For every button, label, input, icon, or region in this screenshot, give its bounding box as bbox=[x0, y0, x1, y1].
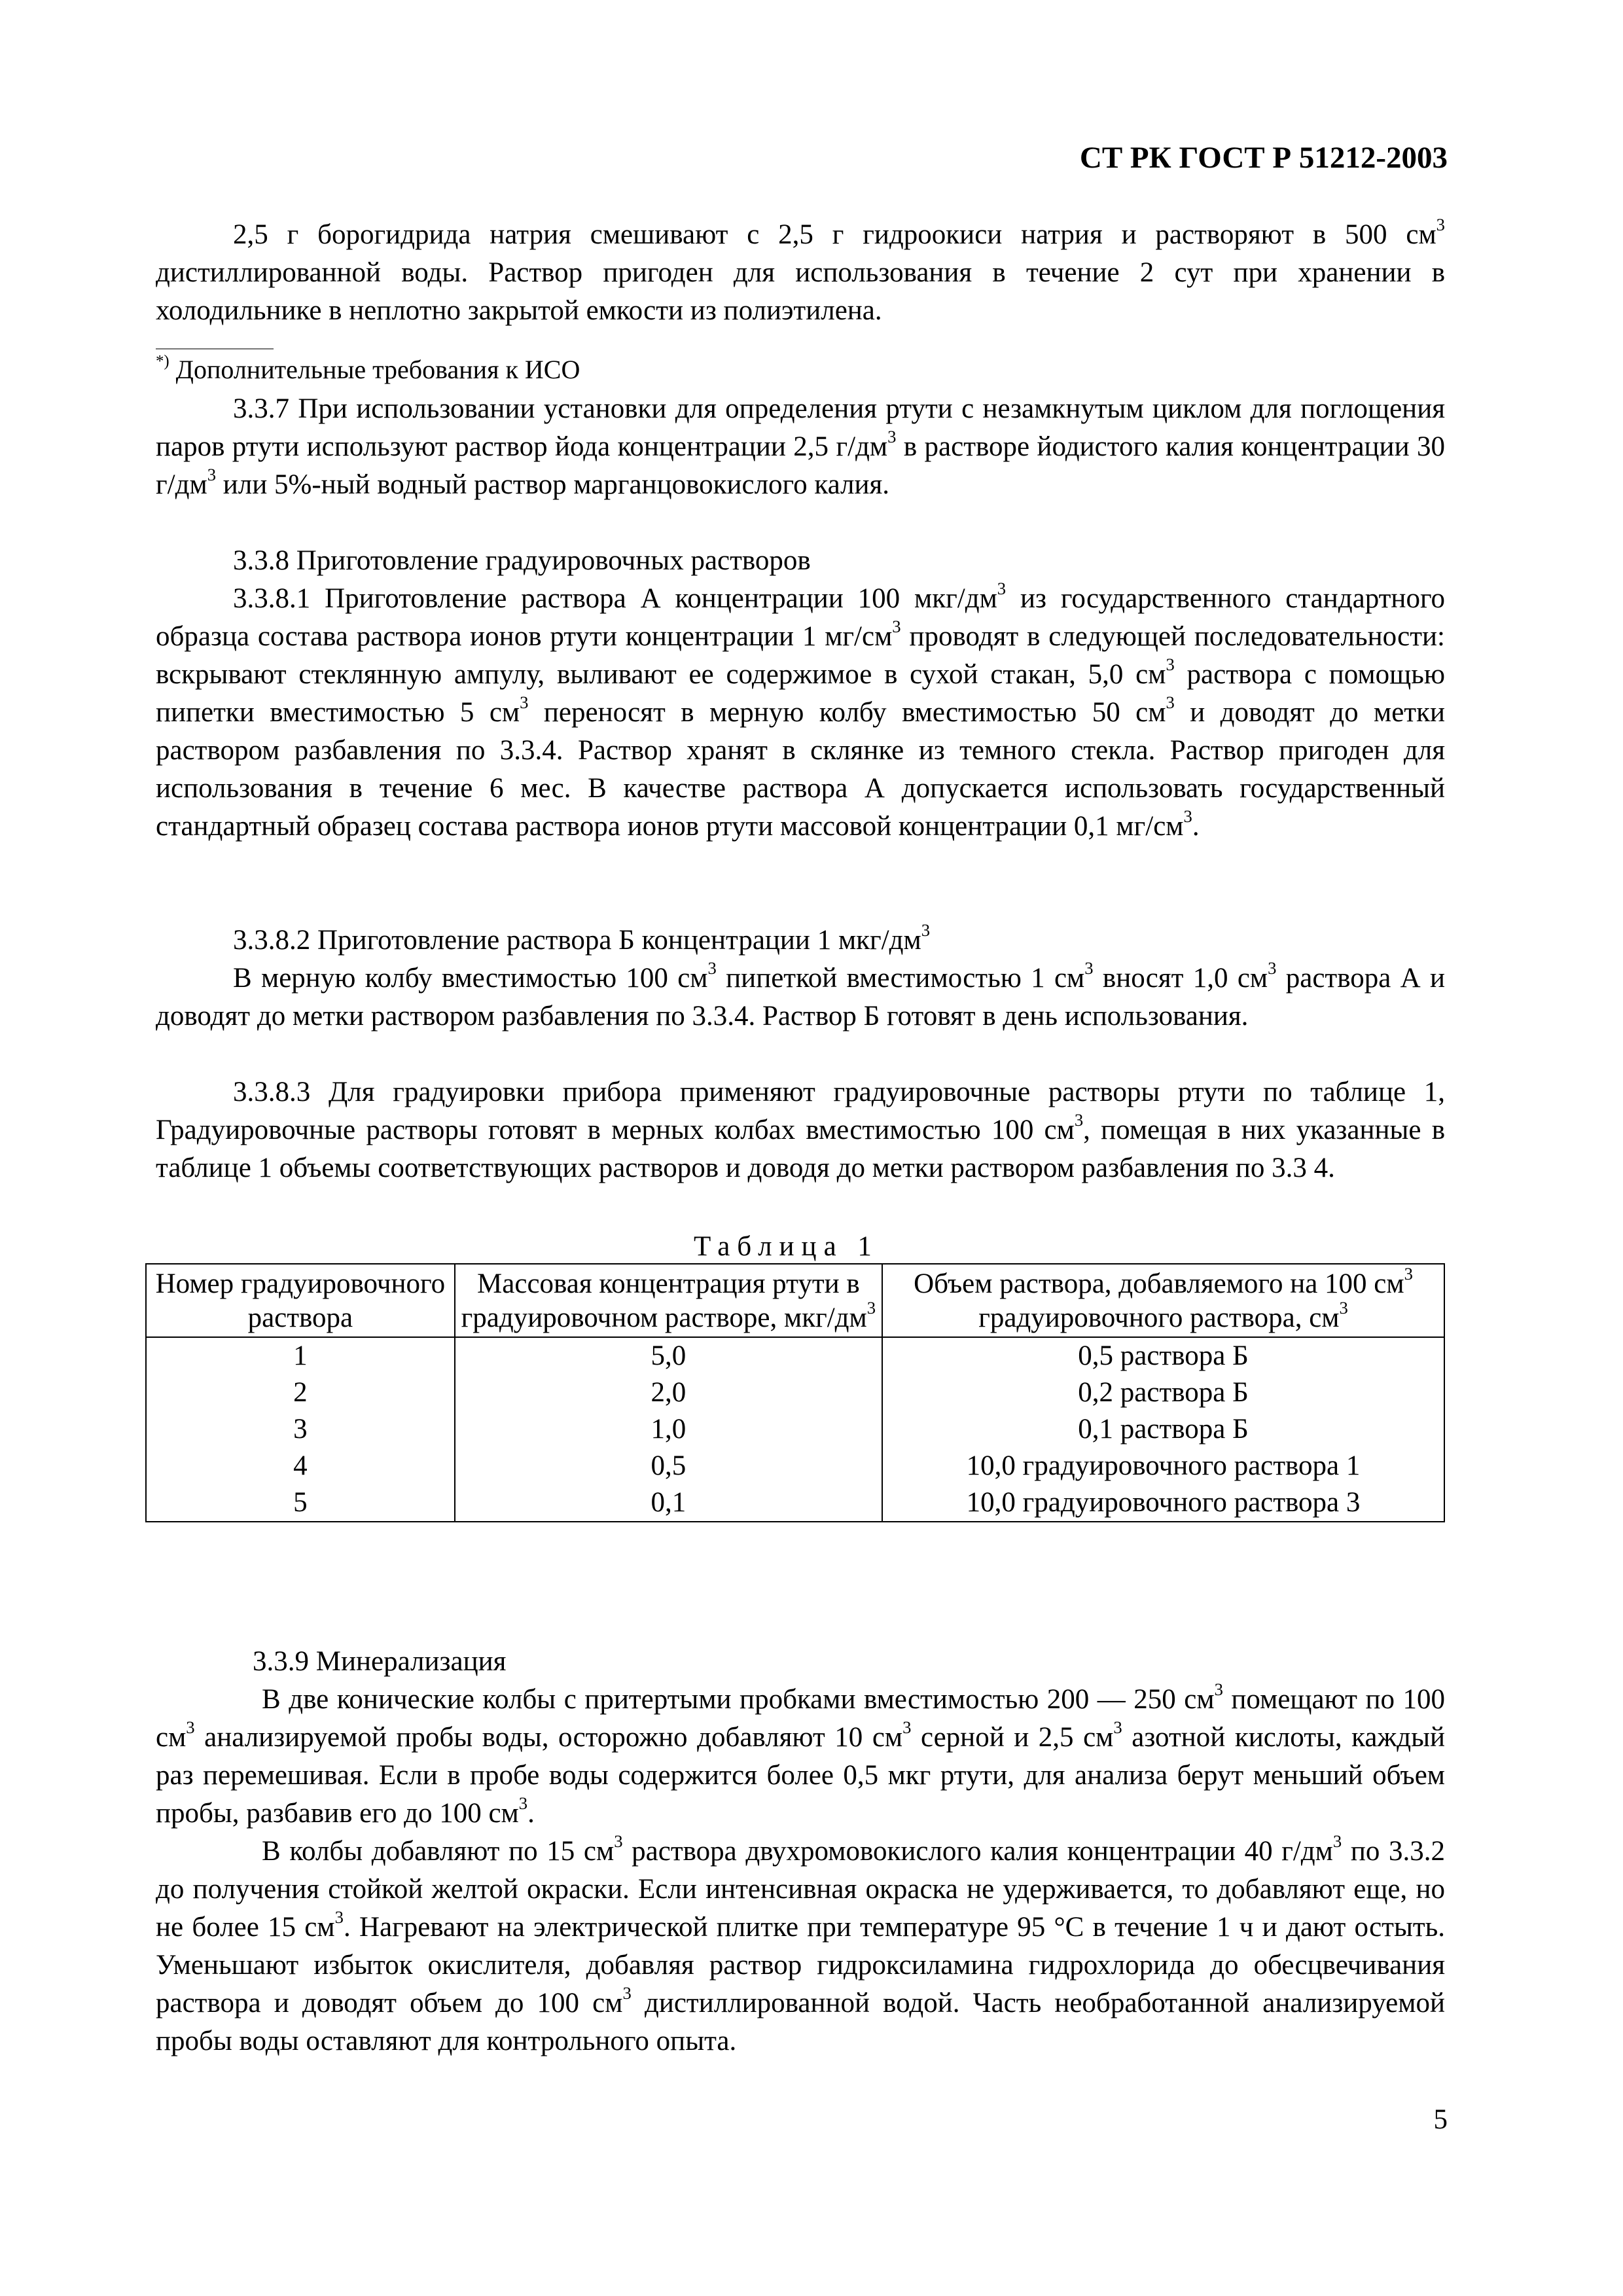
paragraph-3-3-8-1: 3.3.8.1 Приготовление раствора А концентрации 100 мкг/$дм^3$ из государственного стандартного образца состава раствора ионов ртути концентрации 1 $мг/см^3$ проводят в следующей последовательности: вскрывают стеклянную ампулу, выливают ее содержимое в сухой стакан, 5,0 $см^3$ раствора с помощью пипетки вместимостью 5 $см^3$ переносят в мерную колбу вместимостью 50 $см^3$ и доводят до метки раствором разбавления по 3.3.4. Раствор хранят в склянке из темного стекла. Раствор пригоден для использования в течение 6 мес. В качестве раствора А допускается использовать государственный стандартный образец состава раствора ионов ртути массовой концентрации 0,1 $мг/см^3$. bbox=[156, 579, 1446, 842]
table-row bbox=[146, 1411, 1444, 1448]
table-row bbox=[146, 1374, 1444, 1411]
cell-number: 4 bbox=[146, 1448, 455, 1484]
paragraph-3-3-9-a: В две конические колбы с притертыми пробками вместимостью 200 — 250 $см^3$ помещают по 100 $см^3$ анализируемой пробы воды, осторожно добавляют 10 $см^3$ серной и 2,5 $см^3$ азотной кислоты, каждый раз перемешивая. Если в пробе воды содержится более 0,5 мкг ртути, для анализа берут меньший объем пробы, разбавив его до 100 $см^3$. bbox=[156, 1679, 1445, 1829]
table-row bbox=[146, 1337, 1444, 1374]
paragraph-3-3-9-b: В колбы добавляют по 15 $см^3$ раствора двухромовокислого калия концентрации 40 $г/дм^3$ по 3.3.2 до получения стойкой желтой окраски. Если интенсивная окраска не удерживается, то добавляют еще, но не более 15 $см^3$. Нагревают на электрической плитке при температуре 95 °С в течение 1 ч и дают остыть. Уменьшают избыток окислителя, добавляя раствор гидроксиламина гидрохлорида до обесцвечивания раствора и доводят объем до 100 $см^3$ дистиллированной водой. Часть необработанной анализируемой пробы воды оставляют для контрольного опыта. bbox=[156, 1831, 1445, 2056]
footnote-divider bbox=[156, 348, 274, 350]
calibration-table bbox=[145, 1263, 1445, 1522]
paragraph-3-3-8-2: В мерную колбу вместимостью 100 $см^3$ пипеткой вместимостью 1 $см^3$ вносят 1,0 $см^3$ раствора А и доводят до метки раствором разбавления по 3.3.4. Раствор Б готовят в день использования. bbox=[156, 958, 1446, 1031]
heading-3-3-8: 3.3.8 Приготовление градуировочных растворов bbox=[233, 545, 811, 576]
cell-concentration: 2,0 bbox=[455, 1374, 882, 1411]
cell-number: 2 bbox=[146, 1374, 455, 1411]
header-mass-concentration: Массовая концентрация ртути в градуировочном растворе, мкг/$дм^3$ bbox=[455, 1264, 882, 1337]
cell-concentration: 0,5 bbox=[455, 1448, 882, 1484]
table-caption: Таблица 1 bbox=[694, 1231, 879, 1262]
cell-concentration: 1,0 bbox=[455, 1411, 882, 1448]
header-solution-number: Номер градуировочного раствора bbox=[146, 1264, 455, 1337]
cell-volume: 10,0 градуировочного раствора 1 bbox=[882, 1448, 1444, 1484]
page-number: 5 bbox=[1433, 2104, 1448, 2135]
paragraph-borohydride: 2,5 г борогидрида натрия смешивают с 2,5 г гидроокиси натрия и растворяют в 500 $см^3$ дистиллированной воды. Раствор пригоден для использования в течение 2 сут при хранении в холодильнике в неплотно закрытой емкости из полиэтилена. bbox=[156, 215, 1445, 326]
cell-concentration: 5,0 bbox=[455, 1337, 882, 1374]
table-row bbox=[146, 1484, 1444, 1522]
cell-number: 5 bbox=[146, 1484, 455, 1522]
cell-concentration: 0,1 bbox=[455, 1484, 882, 1522]
heading-3-3-8-2: 3.3.8.2 Приготовление раствора Б концентрации 1 мкг/$дм^3$ bbox=[233, 920, 931, 956]
paragraph-3-3-7: 3.3.7 При использовании установки для определения ртути с незамкнутым циклом для поглощения паров ртути используют раствор йода концентрации 2,5 $г/дм^3$ в растворе йодистого калия концентрации 30 $г/дм^3$ или 5%-ный водный раствор марганцовокислого калия. bbox=[156, 393, 1445, 500]
paragraph-3-3-8-3: 3.3.8.3 Для градуировки прибора применяют градуировочные растворы ртути по таблице 1, Градуировочные растворы готовят в мерных колбах вместимостью 100 $см^3$, помещая в них указанные в таблице 1 объемы соответствующих растворов и доводя до метки раствором разбавления по 3.3 4. bbox=[156, 1077, 1445, 1183]
cell-volume: 0,1 раствора Б bbox=[882, 1411, 1444, 1448]
footnote: *) Дополнительные требования к ИСО bbox=[156, 352, 580, 384]
cell-volume: 0,5 раствора Б bbox=[882, 1337, 1444, 1374]
header-solution-volume: Объем раствора, добавляемого на 100 $см^3$ градуировочного раствора, $см^3$ bbox=[882, 1264, 1444, 1337]
cell-number: 3 bbox=[146, 1411, 455, 1448]
cell-number: 1 bbox=[146, 1337, 455, 1374]
cell-volume: 10,0 градуировочного раствора 3 bbox=[882, 1484, 1444, 1522]
document-code-header: СТ РК ГОСТ Р 51212-2003 bbox=[1079, 141, 1448, 175]
table-header-row bbox=[146, 1264, 1444, 1337]
cell-volume: 0,2 раствора Б bbox=[882, 1374, 1444, 1411]
table-row bbox=[146, 1448, 1444, 1484]
heading-3-3-9: 3.3.9 Минерализация bbox=[253, 1646, 507, 1677]
